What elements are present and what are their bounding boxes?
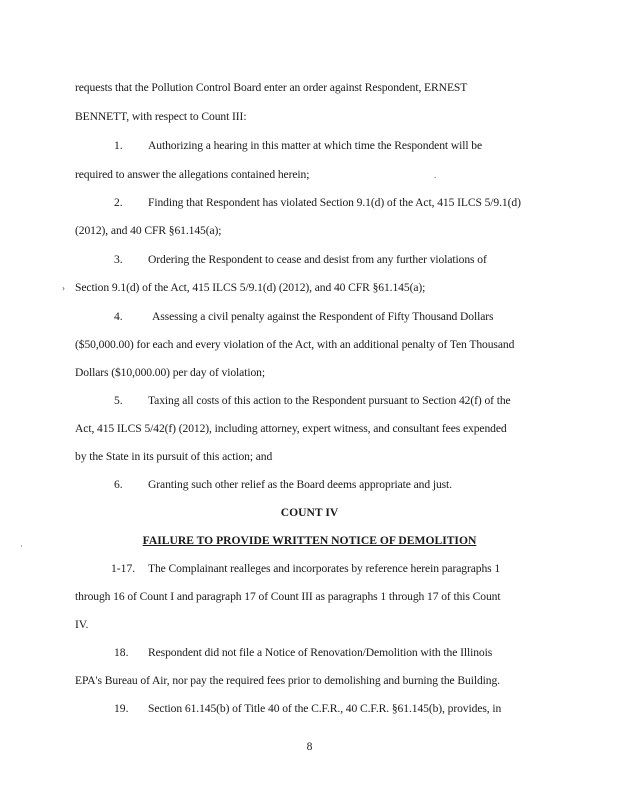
page-number: 8 — [306, 740, 313, 753]
para-1-17-line-3: IV. — [75, 618, 89, 631]
count-heading: COUNT IV — [280, 506, 339, 519]
item-2-line-2: (2012), and 40 CFR §61.145(a); — [75, 224, 222, 237]
item-4-line-3: Dollars ($10,000.00) per day of violation; — [75, 366, 265, 379]
item-6-number: 6. — [114, 478, 123, 491]
item-1-line-1: Authorizing a hearing in this matter at which time the Respondent will be — [148, 139, 482, 152]
margin-dot: · — [20, 541, 23, 551]
para-19-number: 19. — [114, 702, 129, 715]
para-19-line-1: Section 61.145(b) of Title 40 of the C.F.R., 40 C.F.R. §61.145(b), provides, in — [148, 702, 502, 715]
margin-mark: › — [62, 283, 65, 293]
item-5-number: 5. — [114, 394, 123, 407]
item-2-line-1: Finding that Respondent has violated Section 9.1(d) of the Act, 415 ILCS 5/9.1(d) — [148, 196, 521, 209]
item-1-line-2: required to answer the allegations contained herein; — [75, 168, 310, 181]
intro-line-1: requests that the Pollution Control Board enter an order against Respondent, ERNEST — [75, 81, 468, 94]
item-5-line-1: Taxing all costs of this action to the Respondent pursuant to Section 42(f) of the — [148, 394, 511, 407]
stray-mark: . — [434, 170, 437, 180]
item-1-number: 1. — [114, 139, 123, 152]
para-18-number: 18. — [114, 646, 129, 659]
para-1-17-line-1: The Complainant realleges and incorporates by reference herein paragraphs 1 — [148, 562, 501, 575]
intro-line-2: BENNETT, with respect to Count III: — [75, 110, 247, 123]
para-18-line-2: EPA's Bureau of Air, nor pay the required fees prior to demolishing and burning the Building. — [75, 674, 500, 687]
para-1-17-number: 1-17. — [111, 562, 136, 575]
para-1-17-line-2: through 16 of Count I and paragraph 17 of Count III as paragraphs 1 through 17 of this Count — [75, 590, 501, 603]
count-title: FAILURE TO PROVIDE WRITTEN NOTICE OF DEMOLITION — [142, 534, 477, 547]
item-3-line-1: Ordering the Respondent to cease and desist from any further violations of — [148, 253, 487, 266]
item-5-line-3: by the State in its pursuit of this action; and — [75, 450, 273, 463]
item-4-line-1: Assessing a civil penalty against the Respondent of Fifty Thousand Dollars — [152, 310, 494, 323]
para-18-line-1: Respondent did not file a Notice of Renovation/Demolition with the Illinois — [148, 646, 493, 659]
item-3-line-2: Section 9.1(d) of the Act, 415 ILCS 5/9.1(d) (2012), and 40 CFR §61.145(a); — [75, 281, 426, 294]
item-2-number: 2. — [114, 196, 123, 209]
item-5-line-2: Act, 415 ILCS 5/42(f) (2012), including attorney, expert witness, and consultant fees expended — [75, 422, 507, 435]
item-6-line-1: Granting such other relief as the Board deems appropriate and just. — [148, 478, 452, 491]
item-3-number: 3. — [114, 253, 123, 266]
item-4-number: 4. — [114, 310, 123, 323]
item-4-line-2: ($50,000.00) for each and every violation of the Act, with an additional penalty of Ten Thousand — [75, 338, 515, 351]
